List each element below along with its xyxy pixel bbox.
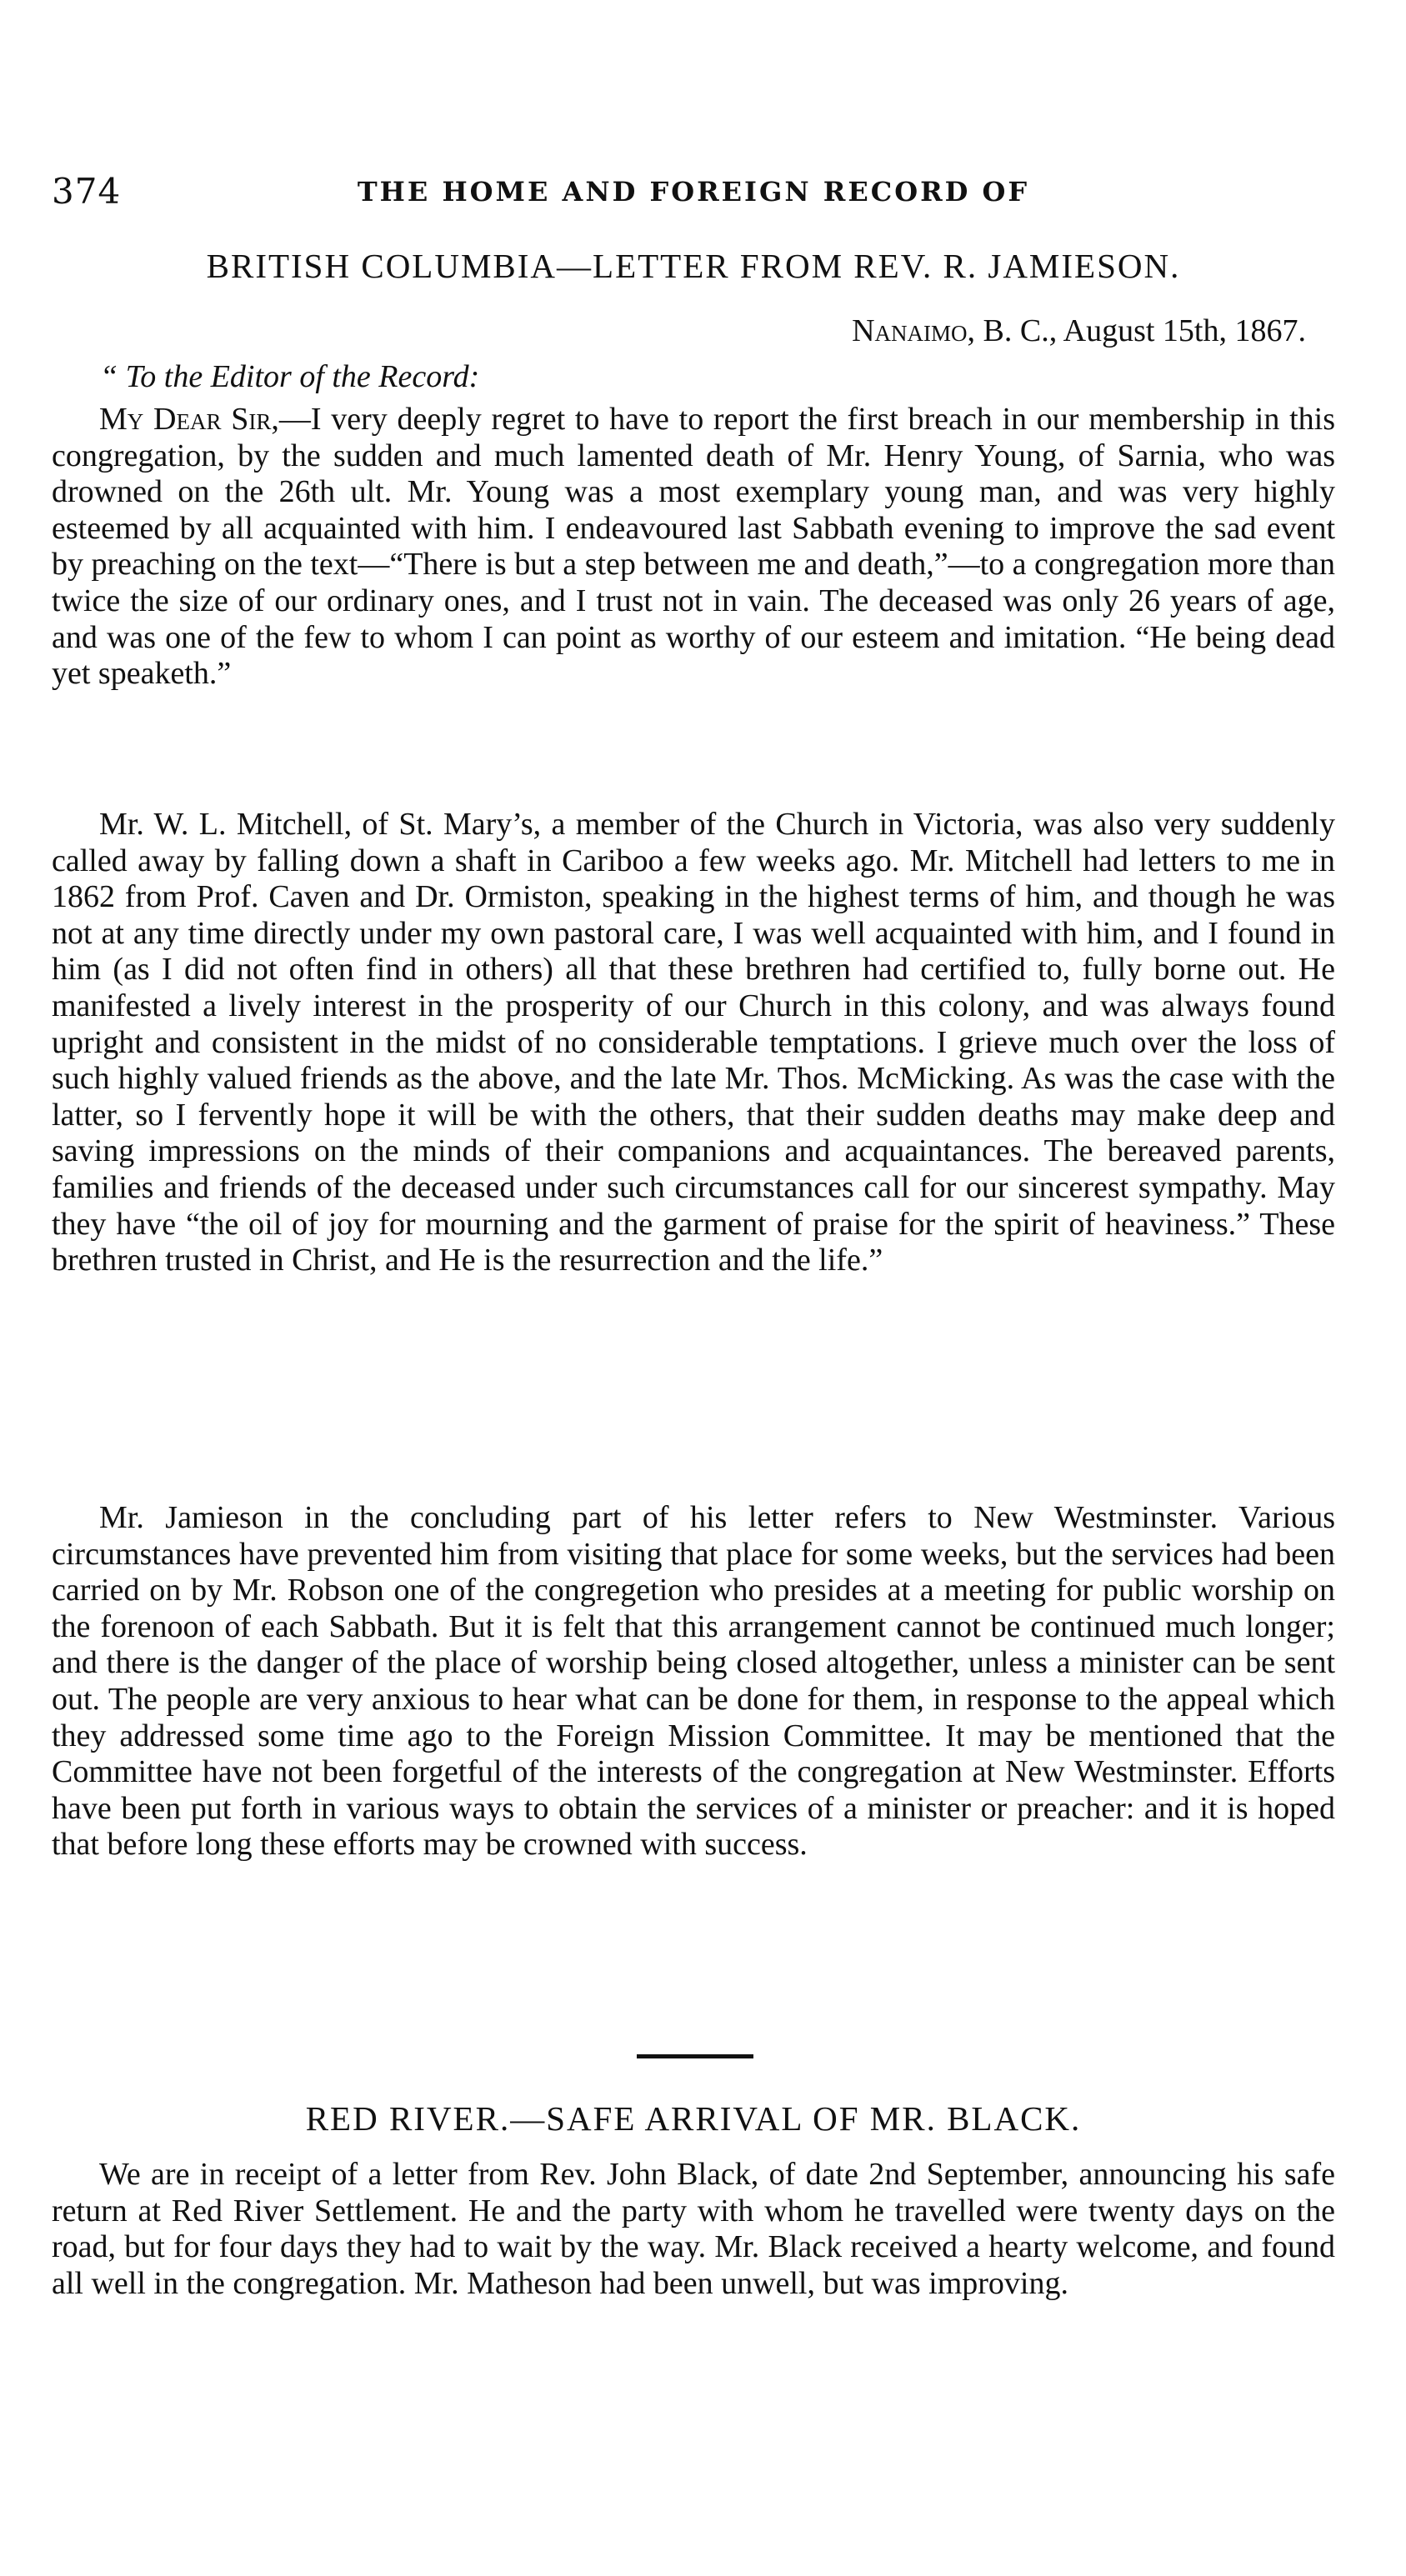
letter-dateline <box>852 313 1306 349</box>
running-head <box>52 171 1335 221</box>
article-heading-british-columbia: BRITISH COLUMBIA—LETTER FROM REV. R. JAMIESON. <box>206 247 1181 285</box>
page-number: 374 <box>52 171 122 212</box>
article-heading-red-river: RED RIVER.—SAFE ARRIVAL OF MR. BLACK. <box>305 2099 1082 2138</box>
paragraph <box>52 402 1335 693</box>
paragraph-text: —I very deeply regret to have to report the first breach in our membership in this congregation, by the sudden and much lamented death of Mr. Henry Young, of Sarnia, who was drowned on the 26th ult. Mr. Young was a most exemplary young man, and was very highly esteemed by all acquainted with him. I endeavoured last Sabbath evening to improve the sad event by preaching on the text—“There is but a step between me and death,”—to a congregation more than twice the size of our ordinary ones, and I trust not in vain. The deceased was only 26 years of age, and was one of the few to whom I can point as worthy of our esteem and imitation. “He being dead yet speaketh.” <box>52 402 1335 692</box>
journal-title: THE HOME AND FOREIGN RECORD OF <box>357 176 1030 208</box>
paragraph: Mr. W. L. Mitchell, of St. Mary’s, a member of the Church in Victoria, was also very suddenly called away by falling down a shaft in Cariboo a few weeks ago. Mr. Mitchell had letters to me in 1862 from Prof. Caven and Dr. Ormiston, speaking in the highest terms of him, and though he was not at any time directly under my own pastoral care, I was well acquainted with him, and I found in him (as I did not often find in others) all that these brethren had certified to, fully borne out. He manifested a lively interest in the prosperity of our Church in this colony, and was always found upright and consistent in the midst of no considerable temptations. I grieve much over the loss of such highly valued friends as the above, and the late Mr. Thos. McMicking. As was the case with the latter, so I fervently hope it will be with the others, that their sudden deaths may make deep and saving impressions on the minds of their companions and acquaintances. The bereaved parents, families and friends of the deceased under such circumstances call for our sincerest sympathy. May they have “the oil of joy for mourning and the garment of praise for the spirit of heaviness.” These brethren trusted in Christ, and He is the resurrection and the life.” <box>52 807 1335 1278</box>
dateline-place: Nanaimo <box>852 313 968 348</box>
paragraph: We are in receipt of a letter from Rev. John Black, of date 2nd September, announcing his safe return at Red River Settlement. He and the party with whom he travelled were twenty days on the road, but for four days they had to wait by the way. Mr. Black received a hearty welcome, and found all well in the congregation. Mr. Matheson had been unwell, but was improving. <box>52 2157 1335 2301</box>
section-divider <box>637 2054 753 2058</box>
letter-salutation: “ To the Editor of the Record: <box>100 359 480 394</box>
dateline-rest: , B. C., August 15th, 1867. <box>967 313 1306 348</box>
paragraph: Mr. Jamieson in the concluding part of his letter refers to New Westminster. Various circumstances have prevented him from visiting that place for some weeks, but the services had been carried on by Mr. Robson one of the congregetion who presides at a meeting for public worship on the forenoon of each Sabbath. But it is felt that this arrangement cannot be continued much longer; and there is the danger of the place of worship being closed altogether, unless a minister can be sent out. The people are very anxious to hear what can be done for them, in response to the appeal which they addressed some time ago to the Foreign Mission Committee. It may be mentioned that the Committee have not been forgetful of the interests of the congregation at New Westminster. Efforts have been put forth in various ways to obtain the services of a minister or preacher: and it is hoped that before long these efforts may be crowned with success. <box>52 1500 1335 1863</box>
paragraph-lead: My Dear Sir, <box>99 402 279 437</box>
